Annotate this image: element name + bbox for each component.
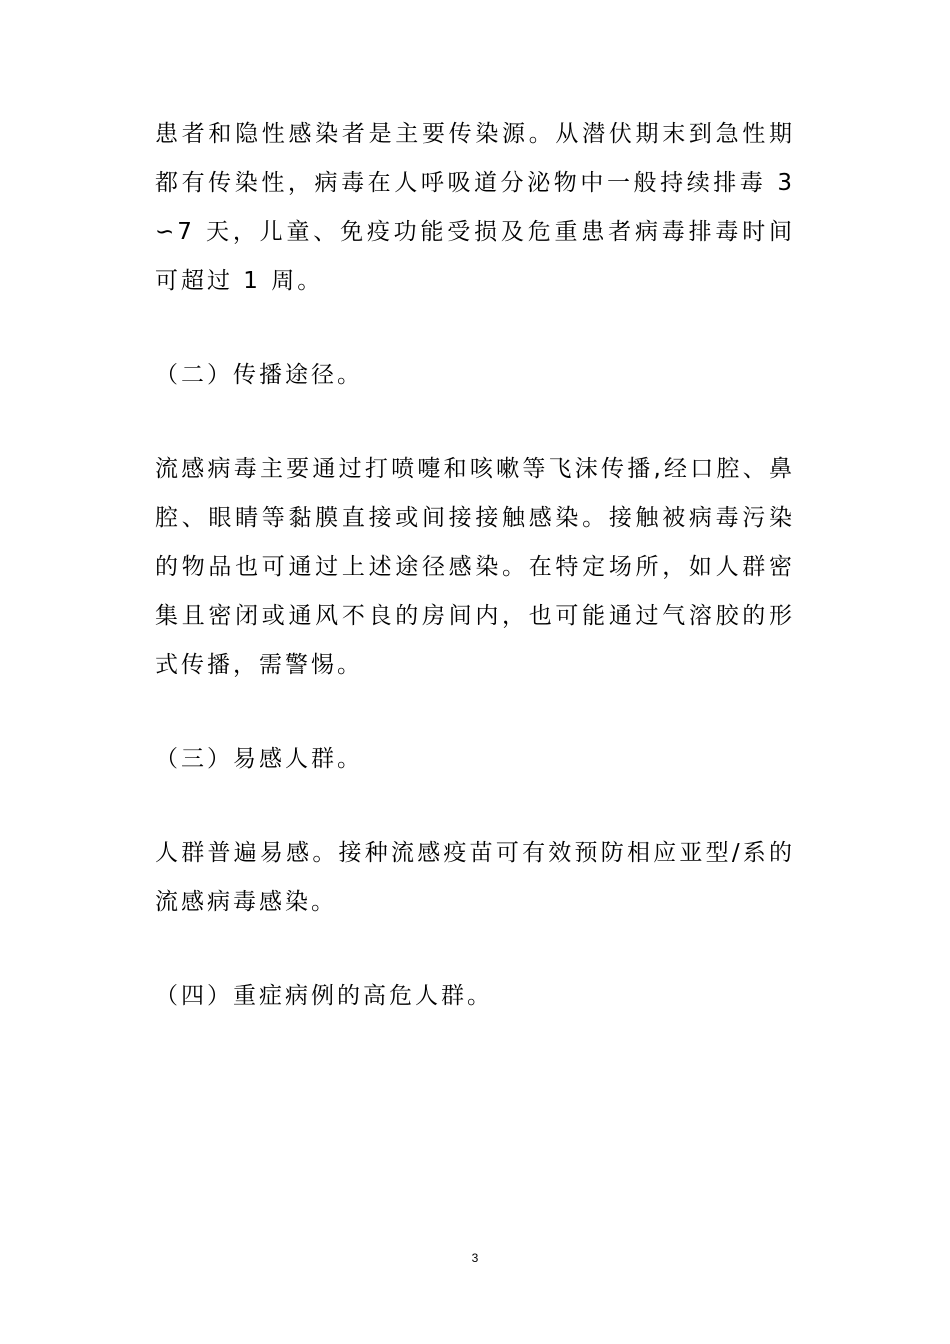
document-body (155, 110, 795, 1021)
page-number: 3 (471, 1251, 479, 1265)
heading-high-risk-groups: （四）重症病例的高危人群。 (155, 983, 493, 1009)
paragraph-infection-source: 患者和隐性感染者是主要传染源。从潜伏期末到急性期都有传染性，病毒在人呼吸道分泌物中一般持续排毒 3∽7 天，儿童、免疫功能受损及危重患者病毒排毒时间可超过 1 周。 (155, 121, 795, 294)
heading-transmission-route: （二）传播途径。 (155, 362, 363, 388)
paragraph-susceptible-population: 人群普遍易感。接种流感疫苗可有效预防相应亚型/系的流感病毒感染。 (155, 840, 795, 915)
paragraph-transmission-route: 流感病毒主要通过打喷嚏和咳嗽等飞沫传播,经口腔、鼻腔、眼睛等黏膜直接或间接接触感染。接触被病毒污染的物品也可通过上述途径感染。在特定场所，如人群密集且密闭或通风不良的房间内，也可能通过气溶胶的形式传播，需警惕。 (155, 456, 795, 678)
heading-susceptible-population: （三）易感人群。 (155, 746, 363, 772)
